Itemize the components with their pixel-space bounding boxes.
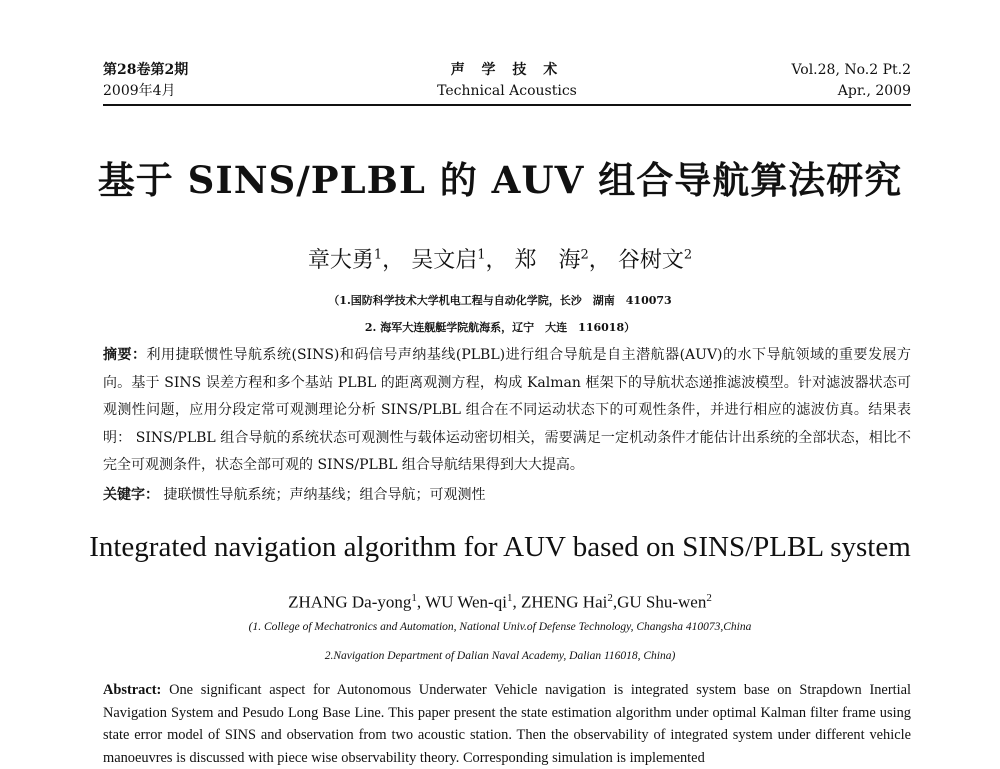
author-affiliation-mark: 1 (477, 247, 486, 263)
affiliation-2-en: 2.Navigation Department of Dalian Naval Academy, Dalian 116018, China) (324, 650, 676, 662)
publication-date-en: Apr., 2009 (837, 83, 911, 99)
header-rule (103, 104, 911, 106)
publication-date-cn: 2009年4月 (103, 83, 176, 99)
author-separator: , (612, 592, 618, 612)
author-name: ZHANG Da-yong (288, 592, 412, 612)
journal-header (103, 60, 911, 104)
abstract-text-en: One significant aspect for Autonomous Underwater Vehicle navigation is integrated system base on Strapdown Inertial Navigation System and Pesudo Long Base Line. This paper present the state estimation algorithm under optimal Kalman filter frame using state error model of SINS and observation from two acoustic station. Then the observability of integrated system under different vehicle manoeuvres is discussed with piece wise observability theory. Corresponding simulation is implemented (103, 682, 911, 766)
volume-issue-en: Vol.28, No.2 Pt.2 (791, 62, 911, 78)
author-separator: ， (485, 248, 508, 273)
author-separator: , (512, 592, 521, 612)
paper-title-en: Integrated navigation algorithm for AUV based on SINS/PLBL system (89, 531, 911, 563)
keywords-label-cn: 关键字： (103, 487, 159, 503)
affiliation-1-en: (1. College of Mechatronics and Automation, National Univ.of Defense Technology, Changsha 410073,China (248, 621, 752, 633)
author-affiliation-mark: 2 (607, 592, 613, 604)
author-affiliation-mark: 2 (580, 247, 589, 263)
author-affiliation-mark: 1 (411, 592, 417, 604)
abstract-label-cn: 摘要： (103, 347, 147, 363)
issue-info-en (791, 60, 911, 102)
affiliation-2-cn: 2. 海军大连舰艇学院航海系，辽宁 大连 116018） (364, 321, 636, 334)
abstract-en (103, 679, 911, 769)
journal-name-en: Technical Acoustics (437, 83, 577, 99)
author-affiliation-mark: 1 (373, 247, 383, 263)
author-name: WU Wen-qi (425, 592, 507, 612)
journal-name-cn: 声 学 技 术 (450, 62, 564, 78)
keywords-cn (103, 484, 911, 506)
volume-issue-cn: 第28卷第2期 (103, 62, 189, 78)
author-list-en (0, 592, 1000, 613)
affiliation-1-cn: （1.国防科学技术大学机电工程与自动化学院，长沙 湖南 410073 (328, 294, 672, 307)
author-name: ZHENG Hai (520, 592, 608, 612)
author-affiliation-mark: 1 (506, 592, 513, 604)
author-separator: ， (382, 248, 405, 273)
author-affiliation-mark: 2 (683, 247, 693, 263)
author-affiliation-mark: 2 (706, 592, 712, 604)
author-separator: ， (588, 248, 611, 273)
abstract-label-en: Abstract: (103, 682, 162, 698)
paper-title-cn: 基于 SINS/PLBL 的 AUV 组合导航算法研究 (97, 158, 903, 202)
journal-name-block (103, 60, 911, 102)
author-name: GU Shu-wen (617, 592, 707, 612)
author-list-cn (0, 243, 1000, 274)
author-name: 郑 海 (514, 248, 581, 273)
author-name: 章大勇 (307, 248, 374, 273)
abstract-cn (103, 342, 911, 480)
author-name: 吴文启 (411, 248, 478, 273)
keywords-text-cn: 捷联惯性导航系统；声纳基线；组合导航；可观测性 (163, 487, 486, 503)
author-name: 谷树文 (617, 248, 684, 273)
abstract-text-cn: 利用捷联惯性导航系统(SINS)和码信号声纳基线(PLBL)进行组合导航是自主潜航器(AUV)的水下导航领域的重要发展方向。基于 SINS 误差方程和多个基站 PLBL 的距离观测方程，构成 Kalman 框架下的导航状态递推滤波模型。针对滤波器状态可观测性问题，应用分段定常可观测理论分析 SINS/PLBL 组合在不同运动状态下的可观性条件，并进行相应的滤波仿真。结果表明： SINS/PLBL 组合导航的系统状态可观测性与载体运动密切相关，需要满足一定机动条件才能估计出系统的全部状态，相比不完全可观测条件，状态全部可观的 SINS/PLBL 组合导航结果得到大大提高。 (103, 347, 911, 473)
author-separator: , (416, 592, 426, 612)
issue-info-cn (103, 60, 188, 102)
